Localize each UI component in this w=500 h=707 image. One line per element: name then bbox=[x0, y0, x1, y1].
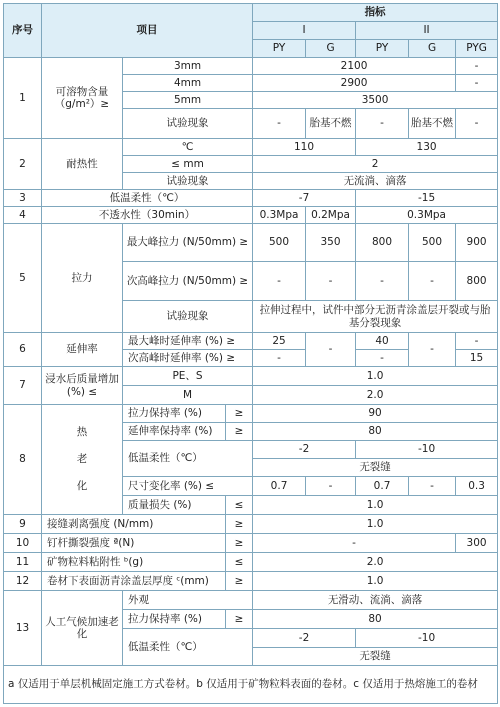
sub-item: PE、S bbox=[123, 367, 253, 386]
value-cell: 130 bbox=[356, 139, 498, 156]
value-cell: 无流淌、滴落 bbox=[253, 173, 498, 190]
sub-item: 5mm bbox=[123, 92, 253, 109]
sub-item: 试验现象 bbox=[123, 173, 253, 190]
sub-item: 最大峰拉力 (N/50mm) ≥ bbox=[123, 224, 253, 262]
value-cell: - bbox=[306, 477, 356, 496]
item-name: 钉杆撕裂强度 ª(N) bbox=[42, 534, 226, 553]
row-number: 9 bbox=[4, 515, 42, 534]
row-number: 10 bbox=[4, 534, 42, 553]
value-cell: - bbox=[409, 262, 456, 301]
value-cell: - bbox=[456, 58, 498, 75]
value-cell: - bbox=[306, 262, 356, 301]
value-cell: 胎基不燃 bbox=[409, 109, 456, 139]
header-col-pyg: PYG bbox=[456, 40, 498, 58]
row-number: 12 bbox=[4, 572, 42, 591]
sub-item: 低温柔性（℃） bbox=[123, 629, 253, 666]
operator-cell: ≥ bbox=[226, 515, 253, 534]
value-cell: - bbox=[409, 333, 456, 367]
item-name: 可溶物含量（g/m²）≥ bbox=[42, 58, 123, 139]
value-cell: 胎基不燃 bbox=[306, 109, 356, 139]
value-cell: - bbox=[356, 350, 409, 367]
value-cell: 2 bbox=[253, 156, 498, 173]
value-cell: 0.7 bbox=[356, 477, 409, 496]
row-number: 13 bbox=[4, 591, 42, 666]
sub-item: 最大峰时延伸率 (%) ≥ bbox=[123, 333, 253, 350]
item-name-char: 热 bbox=[76, 425, 88, 438]
value-cell: 0.7 bbox=[253, 477, 306, 496]
spec-table-wrapper bbox=[3, 3, 498, 704]
value-cell: 300 bbox=[456, 534, 498, 553]
row-number: 11 bbox=[4, 553, 42, 572]
footnote: a 仅适用于单层机械固定施工方式卷材。b 仅适用于矿物粒料表面的卷材。c 仅适用于热熔施工的卷材 bbox=[4, 666, 498, 704]
value-cell: - bbox=[306, 333, 356, 367]
row-number: 7 bbox=[4, 367, 42, 405]
item-name: 卷材下表面沥青涂盖层厚度 ᶜ(mm) bbox=[42, 572, 226, 591]
value-cell: 无裂缝 bbox=[253, 459, 498, 477]
value-cell: - bbox=[253, 262, 306, 301]
row-number: 3 bbox=[4, 190, 42, 207]
item-name: 人工气候加速老化 bbox=[42, 591, 123, 666]
header-group-2: II bbox=[356, 22, 498, 40]
value-cell: 0.3 bbox=[456, 477, 498, 496]
operator-cell: ≥ bbox=[226, 405, 253, 423]
header-group-1: I bbox=[253, 22, 356, 40]
row-number: 6 bbox=[4, 333, 42, 367]
row-number: 8 bbox=[4, 405, 42, 515]
value-cell: -10 bbox=[356, 441, 498, 459]
value-cell: 80 bbox=[253, 610, 498, 629]
item-name: 矿物粒料粘附性 ᵇ(g) bbox=[42, 553, 226, 572]
value-cell: - bbox=[253, 109, 306, 139]
sub-item: 拉力保持率 (%) bbox=[123, 405, 226, 423]
value-cell: 无滑动、流淌、滴落 bbox=[253, 591, 498, 610]
header-indicator: 指标 bbox=[253, 4, 498, 22]
value-cell: 2.0 bbox=[253, 386, 498, 405]
value-cell: 900 bbox=[456, 224, 498, 262]
value-cell: 800 bbox=[356, 224, 409, 262]
sub-item: 次高峰拉力 (N/50mm) ≥ bbox=[123, 262, 253, 301]
item-name: 耐热性 bbox=[42, 139, 123, 190]
value-cell: -2 bbox=[253, 441, 356, 459]
sub-item: 外观 bbox=[123, 591, 253, 610]
value-cell: 1.0 bbox=[253, 496, 498, 515]
value-cell: 500 bbox=[253, 224, 306, 262]
operator-cell: ≥ bbox=[226, 534, 253, 553]
value-cell: 0.3Mpa bbox=[253, 207, 306, 224]
sub-item: 试验现象 bbox=[123, 301, 253, 333]
sub-item: 3mm bbox=[123, 58, 253, 75]
value-cell: 1.0 bbox=[253, 515, 498, 534]
row-number: 2 bbox=[4, 139, 42, 190]
value-cell: 无裂缝 bbox=[253, 648, 498, 666]
header-col-g: G bbox=[306, 40, 356, 58]
item-name: 低温柔性（℃） bbox=[42, 190, 253, 207]
value-cell: - bbox=[356, 109, 409, 139]
value-cell: 80 bbox=[253, 423, 498, 441]
sub-item: ℃ bbox=[123, 139, 253, 156]
sub-item: 试验现象 bbox=[123, 109, 253, 139]
value-cell: 2900 bbox=[253, 75, 456, 92]
sub-item: M bbox=[123, 386, 253, 405]
value-cell: 90 bbox=[253, 405, 498, 423]
header-seq: 序号 bbox=[4, 4, 42, 58]
sub-item: 质量损失 (%) bbox=[123, 496, 226, 515]
item-name-char: 化 bbox=[76, 480, 88, 493]
value-cell: -10 bbox=[356, 629, 498, 648]
row-number: 4 bbox=[4, 207, 42, 224]
value-cell: -2 bbox=[253, 629, 356, 648]
item-name: 接缝剥离强度 (N/mm) bbox=[42, 515, 226, 534]
item-name: 延伸率 bbox=[42, 333, 123, 367]
header-col-py: PY bbox=[356, 40, 409, 58]
value-cell: - bbox=[456, 75, 498, 92]
value-cell: 350 bbox=[306, 224, 356, 262]
operator-cell: ≤ bbox=[226, 553, 253, 572]
value-cell: 15 bbox=[456, 350, 498, 367]
value-cell: 800 bbox=[456, 262, 498, 301]
value-cell: 2100 bbox=[253, 58, 456, 75]
header-item: 项目 bbox=[42, 4, 253, 58]
item-name: 浸水后质量增加 (%) ≤ bbox=[42, 367, 123, 405]
value-cell: 25 bbox=[253, 333, 306, 350]
value-cell: 0.2Mpa bbox=[306, 207, 356, 224]
sub-item: 拉力保持率 (%) bbox=[123, 610, 226, 629]
value-cell: 40 bbox=[356, 333, 409, 350]
sub-item: 延伸率保持率 (%) bbox=[123, 423, 226, 441]
sub-item: 次高峰时延伸率 (%) ≥ bbox=[123, 350, 253, 367]
value-cell: -15 bbox=[356, 190, 498, 207]
value-cell: 0.3Mpa bbox=[356, 207, 498, 224]
value-cell: 1.0 bbox=[253, 367, 498, 386]
operator-cell: ≤ bbox=[226, 496, 253, 515]
row-number: 5 bbox=[4, 224, 42, 333]
value-cell: 2.0 bbox=[253, 553, 498, 572]
spec-table bbox=[3, 3, 498, 704]
value-cell: - bbox=[456, 333, 498, 350]
sub-item: ≤ mm bbox=[123, 156, 253, 173]
value-cell: - bbox=[253, 350, 306, 367]
item-name: 不透水性（30min） bbox=[42, 207, 253, 224]
sub-item: 4mm bbox=[123, 75, 253, 92]
item-name bbox=[42, 405, 123, 515]
value-cell: 1.0 bbox=[253, 572, 498, 591]
value-cell: -7 bbox=[253, 190, 356, 207]
row-number: 1 bbox=[4, 58, 42, 139]
value-cell: 拉伸过程中，试件中部分无沥青涂盖层开裂或与胎基分裂现象 bbox=[253, 301, 498, 333]
operator-cell: ≥ bbox=[226, 423, 253, 441]
value-cell: - bbox=[456, 109, 498, 139]
value-cell: - bbox=[253, 534, 456, 553]
sub-item: 低温柔性（℃） bbox=[123, 441, 253, 477]
value-cell: 110 bbox=[253, 139, 356, 156]
header-col-py: PY bbox=[253, 40, 306, 58]
value-cell: - bbox=[356, 262, 409, 301]
value-cell: - bbox=[409, 477, 456, 496]
value-cell: 3500 bbox=[253, 92, 498, 109]
operator-cell: ≥ bbox=[226, 610, 253, 629]
value-cell: 500 bbox=[409, 224, 456, 262]
operator-cell: ≥ bbox=[226, 572, 253, 591]
item-name: 拉力 bbox=[42, 224, 123, 333]
header-col-g: G bbox=[409, 40, 456, 58]
item-name-char: 老 bbox=[76, 452, 88, 465]
sub-item: 尺寸变化率 (%) ≤ bbox=[123, 477, 253, 496]
